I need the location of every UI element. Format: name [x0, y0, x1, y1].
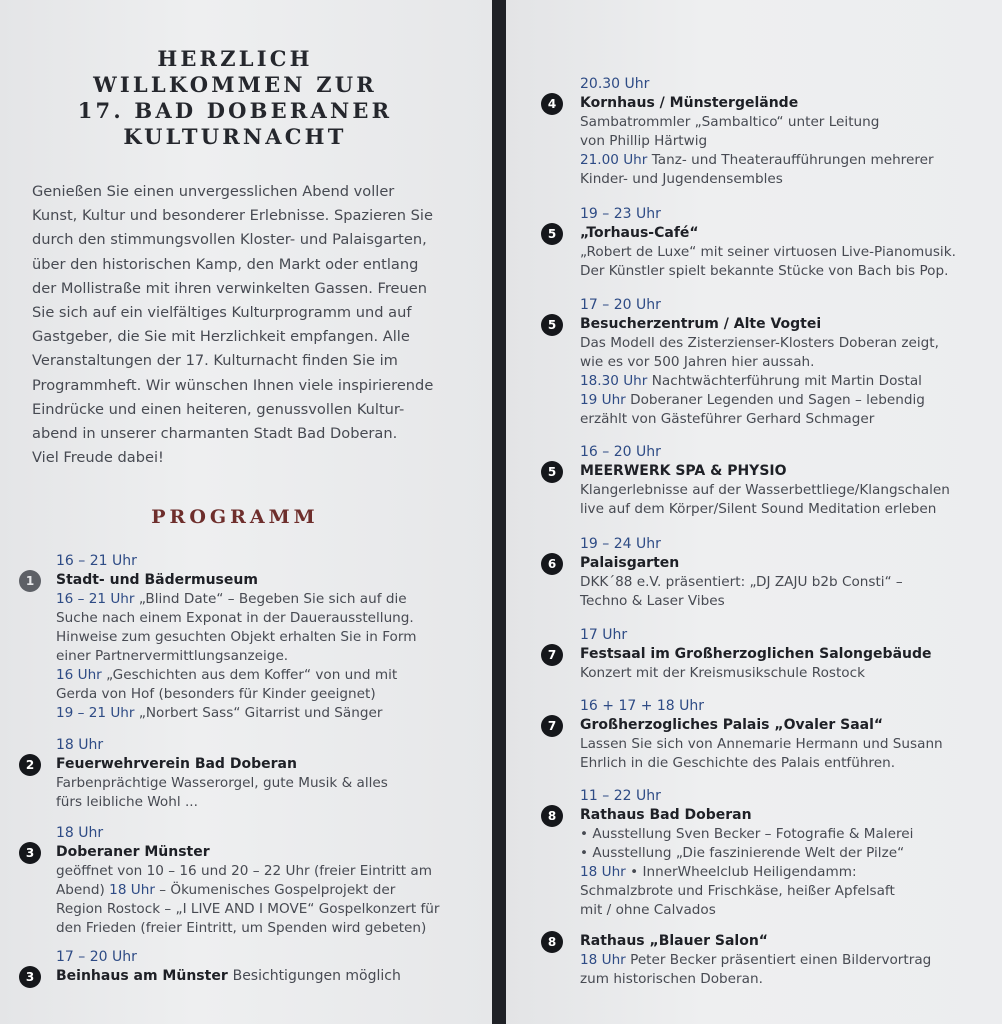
program-entry	[56, 824, 476, 938]
entry-time: 18 Uhr	[56, 737, 104, 753]
location-number-badge: 7	[541, 715, 563, 737]
page-gutter	[492, 0, 506, 1024]
location-number-badge: 5	[541, 461, 563, 483]
entry-description-text: von Phillip Härtwig	[580, 133, 708, 149]
entry-description-line	[580, 372, 980, 391]
entry-description-text: DKK´88 e.V. präsentiert: „DJ ZAJU b2b Consti“ –	[580, 574, 903, 590]
location-number-badge: 8	[541, 931, 563, 953]
entry-time: 16 – 20 Uhr	[580, 444, 661, 460]
entry-description-line	[56, 774, 476, 793]
program-entry	[56, 948, 476, 986]
location-number-badge: 5	[541, 314, 563, 336]
entry-description-text: • Ausstellung „Die faszinierende Welt der Pilze“	[580, 845, 905, 861]
entry-description-text: mit / ohne Calvados	[580, 902, 716, 918]
entry-description-line	[580, 735, 980, 754]
entry-description-line	[580, 825, 980, 844]
entry-description-line	[580, 410, 980, 429]
location-number-badge: 3	[19, 966, 41, 988]
entry-description-line	[56, 647, 476, 666]
entry-description-text: live auf dem Körper/Silent Sound Meditation erleben	[580, 501, 937, 517]
entry-venue: Kornhaus / Münstergelände	[580, 95, 799, 111]
entry-description-text: Kinder- und Jugendensembles	[580, 171, 783, 187]
entry-description-text: • Ausstellung Sven Becker – Fotografie & Malerei	[580, 826, 914, 842]
entry-description-line	[580, 391, 980, 410]
entry-description-line	[56, 793, 476, 812]
intro-line: Veranstaltungen der 17. Kulturnacht finden Sie im	[32, 352, 398, 370]
entry-time: 19 – 24 Uhr	[580, 536, 661, 552]
entry-description-line	[580, 863, 980, 882]
entry-description-line	[56, 881, 476, 900]
entry-description-text: Nachtwächterführung mit Martin Dostal	[651, 373, 922, 389]
entry-subtime: 18 Uhr	[580, 864, 626, 880]
entry-time: 19 – 23 Uhr	[580, 206, 661, 222]
entry-subtime: 18 Uhr	[109, 882, 155, 898]
intro-line: Sie sich auf ein vielfältiges Kulturprogramm und auf	[32, 304, 412, 322]
entry-description-text: „Geschichten aus dem Koffer“ von und mit	[106, 667, 398, 683]
entry-description-text: wie es vor 500 Jahren hier aussah.	[580, 354, 815, 370]
entry-description-text: Klangerlebnisse auf der Wasserbettliege/Klangschalen	[580, 482, 950, 498]
entry-venue: Feuerwehrverein Bad Doberan	[56, 756, 297, 772]
entry-description-line	[580, 500, 980, 519]
entry-description-line	[56, 919, 476, 938]
program-entry	[580, 443, 980, 519]
entry-venue: Beinhaus am Münster Besichtigungen möglich	[56, 968, 401, 984]
page-title	[0, 46, 470, 150]
entry-description-text: Lassen Sie sich von Annemarie Hermann und Susann	[580, 736, 943, 752]
entry-venue: Festsaal im Großherzoglichen Salongebäude	[580, 646, 932, 662]
entry-description-text: Doberaner Legenden und Sagen – lebendig	[630, 392, 925, 408]
entry-venue: Besucherzentrum / Alte Vogtei	[580, 316, 822, 332]
location-number-badge: 2	[19, 754, 41, 776]
entry-description-line	[580, 334, 980, 353]
entry-venue: Rathaus Bad Doberan	[580, 807, 752, 823]
intro-line: Programmheft. Wir wünschen Ihnen viele inspirierende	[32, 376, 434, 394]
entry-description-text: „Robert de Luxe“ mit seiner virtuosen Live-Pianomusik.	[580, 244, 956, 260]
entry-description-line	[580, 170, 980, 189]
program-entry	[580, 535, 980, 611]
entry-description-text: • InnerWheelclub Heiligendamm:	[630, 864, 857, 880]
entry-description-text: – Ökumenisches Gospelprojekt der	[159, 882, 396, 898]
entry-subtime: 18 Uhr	[580, 952, 626, 968]
left-page	[0, 0, 492, 1024]
entry-description-line	[580, 243, 980, 262]
entry-subtime: 18.30 Uhr	[580, 373, 648, 389]
entry-description-line	[580, 901, 980, 920]
entry-subtime: 19 Uhr	[580, 392, 626, 408]
entry-description-line	[580, 132, 980, 151]
entry-venue: „Torhaus-Café“	[580, 225, 699, 241]
location-number-badge: 7	[541, 644, 563, 666]
entry-description-line	[56, 666, 476, 685]
entry-description-text: Techno & Laser Vibes	[580, 593, 725, 609]
entry-venue: Palaisgarten	[580, 555, 680, 571]
entry-description-line	[580, 592, 980, 611]
title-line: KULTURNACHT	[123, 124, 347, 149]
entry-description-line	[580, 573, 980, 592]
location-number-badge: 3	[19, 842, 41, 864]
entry-description-line	[580, 151, 980, 170]
entry-venue-note: Besichtigungen möglich	[232, 968, 401, 984]
entry-description-text: Schmalzbrote und Frischkäse, heißer Apfelsaft	[580, 883, 895, 899]
entry-description-text: zum historischen Doberan.	[580, 971, 763, 987]
program-entry	[580, 787, 980, 920]
entry-time: 16 + 17 + 18 Uhr	[580, 698, 705, 714]
entry-description-text: Region Rostock – „I LIVE AND I MOVE“ Gospelkonzert für	[56, 901, 440, 917]
entry-venue: Doberaner Münster	[56, 844, 210, 860]
program-entry	[580, 75, 980, 189]
title-line: 17. BAD DOBERANER	[77, 98, 393, 123]
entry-description-line	[580, 481, 980, 500]
entry-description-line	[580, 754, 980, 773]
entry-description-line	[56, 900, 476, 919]
entry-venue: Großherzogliches Palais „Ovaler Saal“	[580, 717, 884, 733]
entry-time: 20.30 Uhr	[580, 76, 650, 92]
entry-subtime: 19 – 21 Uhr	[56, 705, 135, 721]
entry-venue: Rathaus „Blauer Salon“	[580, 933, 768, 949]
program-entry	[580, 697, 980, 773]
entry-time: 17 – 20 Uhr	[56, 949, 137, 965]
intro-line: Viel Freude dabei!	[32, 449, 164, 467]
entry-description-text: Ehrlich in die Geschichte des Palais entführen.	[580, 755, 896, 771]
entry-description-line	[580, 951, 980, 970]
entry-description-text: Suche nach einem Exponat in der Dauerausstellung.	[56, 610, 414, 626]
entry-description-line	[56, 609, 476, 628]
entry-description-text: einer Partnervermittlungsanzeige.	[56, 648, 289, 664]
entry-description-text: den Frieden (freier Eintritt, um Spenden wird gebeten)	[56, 920, 427, 936]
intro-line: Gastgeber, die Sie mit Herzlichkeit empfangen. Alle	[32, 328, 410, 346]
entry-description-line	[580, 882, 980, 901]
intro-line: durch den stimmungsvollen Kloster- und Palaisgarten,	[32, 231, 427, 249]
entry-description-text: geöffnet von 10 – 16 und 20 – 22 Uhr (freier Eintritt am	[56, 863, 432, 879]
entry-description-text: Farbenprächtige Wasserorgel, gute Musik & alles	[56, 775, 388, 791]
entry-description-text: „Norbert Sass“ Gitarrist und Sänger	[138, 705, 383, 721]
entry-description-text: Tanz- und Theateraufführungen mehrerer	[651, 152, 934, 168]
location-number-badge: 5	[541, 223, 563, 245]
intro-line: über den historischen Kamp, den Markt oder entlang	[32, 255, 419, 273]
program-entry	[580, 932, 980, 989]
entry-description-line	[580, 113, 980, 132]
entry-description-text: Sambatrommler „Sambaltico“ unter Leitung	[580, 114, 880, 130]
program-entry	[56, 552, 476, 723]
entry-time: 17 Uhr	[580, 627, 628, 643]
entry-description-text: „Blind Date“ – Begeben Sie sich auf die	[138, 591, 407, 607]
title-line: WILLKOMMEN ZUR	[93, 72, 377, 97]
entry-description-text: Gerda von Hof (besonders für Kinder geeignet)	[56, 686, 376, 702]
intro-line: Kunst, Kultur und besonderer Erlebnisse. Spazieren Sie	[32, 207, 433, 225]
entry-description-line	[56, 704, 476, 723]
entry-time: 17 – 20 Uhr	[580, 297, 661, 313]
entry-description-line	[56, 685, 476, 704]
entry-description-line	[56, 628, 476, 647]
entry-description-text: Abend)	[56, 882, 105, 898]
entry-description-text: Konzert mit der Kreismusikschule Rostock	[580, 665, 865, 681]
entry-description-text: Peter Becker präsentiert einen Bildervortrag	[630, 952, 932, 968]
program-entry	[56, 736, 476, 812]
entry-description-line	[56, 862, 476, 881]
entry-subtime: 21.00 Uhr	[580, 152, 648, 168]
intro-text	[32, 180, 452, 470]
intro-line: der Mollistraße mit ihren verwinkelten Gassen. Freuen	[32, 279, 427, 297]
entry-subtime: 16 – 21 Uhr	[56, 591, 135, 607]
programm-heading: PROGRAMM	[151, 506, 319, 528]
entry-time: 16 – 21 Uhr	[56, 553, 137, 569]
entry-venue: Stadt- und Bädermuseum	[56, 572, 258, 588]
program-entry	[580, 626, 980, 683]
location-number-badge: 6	[541, 553, 563, 575]
entry-venue: MEERWERK SPA & PHYSIO	[580, 463, 787, 479]
entry-description-text: erzählt von Gästeführer Gerhard Schmager	[580, 411, 875, 427]
right-page	[506, 0, 1002, 1024]
location-number-badge: 1	[19, 570, 41, 592]
entry-description-line	[580, 844, 980, 863]
entry-description-text: fürs leibliche Wohl ...	[56, 794, 198, 810]
entry-description-line	[580, 353, 980, 372]
entry-description-text: Hinweise zum gesuchten Objekt erhalten Sie in Form	[56, 629, 417, 645]
location-number-badge: 8	[541, 805, 563, 827]
location-number-badge: 4	[541, 93, 563, 115]
entry-description-line	[580, 262, 980, 281]
entry-description-line	[56, 590, 476, 609]
entry-time: 11 – 22 Uhr	[580, 788, 661, 804]
entry-description-text: Das Modell des Zisterzienser-Klosters Doberan zeigt,	[580, 335, 939, 351]
intro-line: abend in unserer charmanten Stadt Bad Doberan.	[32, 425, 398, 443]
entry-description-line	[580, 970, 980, 989]
intro-line: Genießen Sie einen unvergesslichen Abend voller	[32, 183, 395, 200]
program-entry	[580, 296, 980, 429]
program-entry	[580, 205, 980, 281]
entry-description-text: Der Künstler spielt bekannte Stücke von Bach bis Pop.	[580, 263, 949, 279]
intro-line: Eindrücke und einen heiteren, genussvollen Kultur-	[32, 400, 405, 418]
entry-description-line	[580, 664, 980, 683]
entry-subtime: 16 Uhr	[56, 667, 102, 683]
entry-time: 18 Uhr	[56, 825, 104, 841]
title-line: HERZLICH	[157, 46, 313, 71]
